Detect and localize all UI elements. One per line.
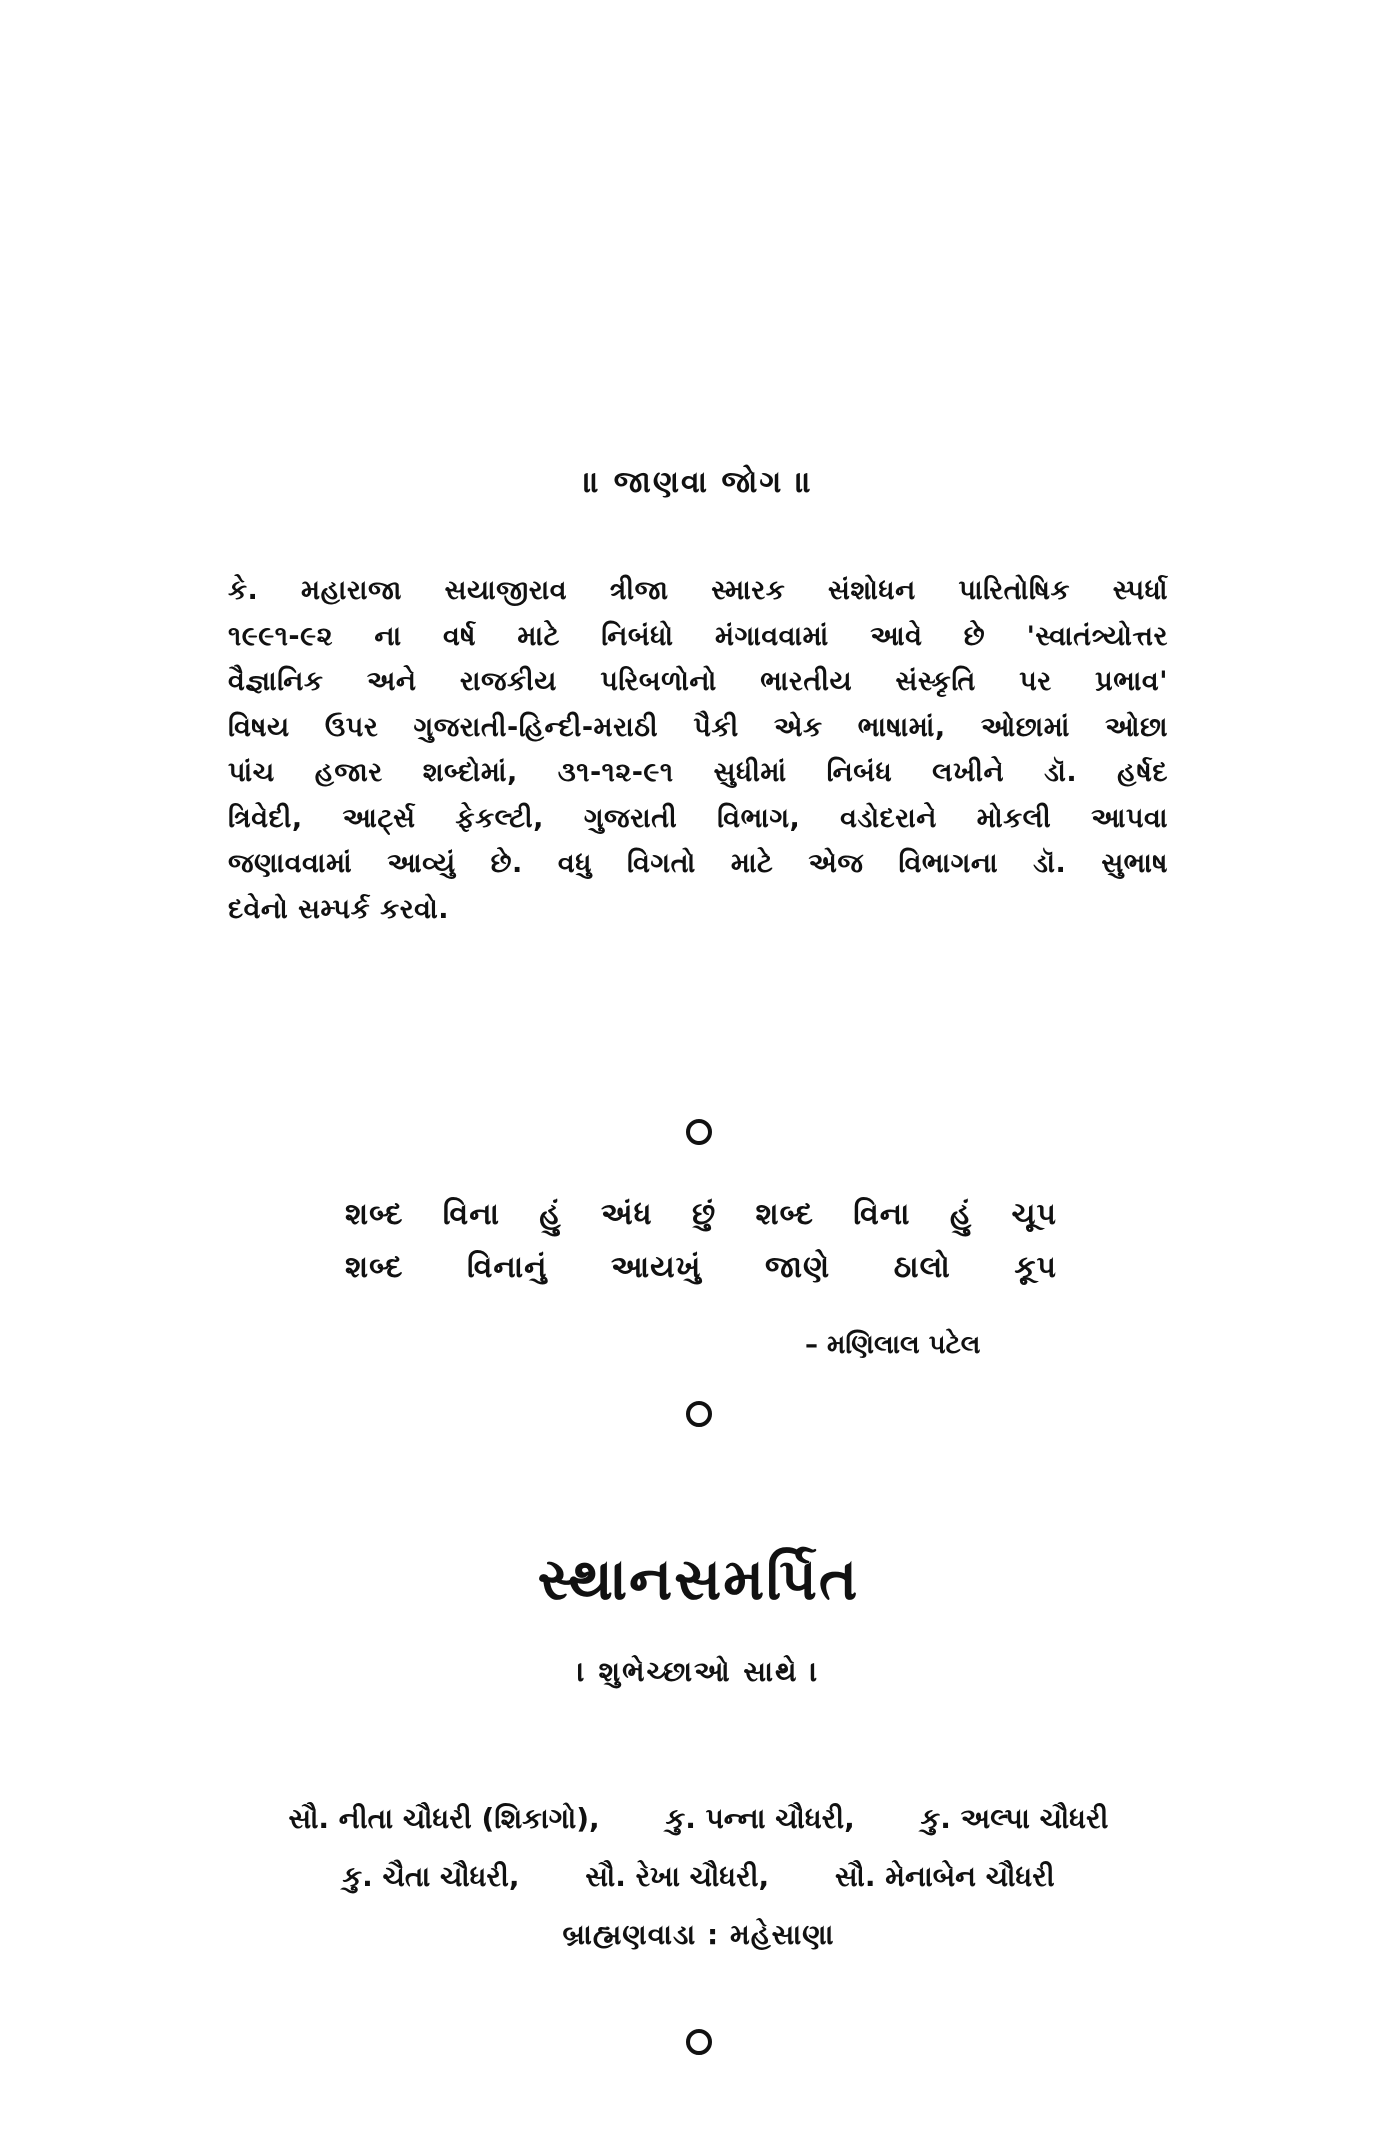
sponsor-name: કુ. અલ્પા ચૌધરી [920,1802,1109,1835]
notice-line: ૧૯૯૧-૯૨ ના વર્ષ માટે નિબંધો મંગાવવામાં આવે છે 'સ્વાતંત્ર્યોત્તર [228,620,1168,652]
notice-paragraph [228,568,1168,932]
sponsor-name: સૌ. નીતા ચૌધરી (શિકાગો), [288,1802,600,1835]
sponsor-names-row [0,1802,1397,1836]
notice-line: કે. મહારાજા સયાજીરાવ ત્રીજા સ્મારક સંશોધન પારિતોષિક સ્પર્ધા [228,575,1168,606]
sponsor-names-row [0,1860,1397,1894]
verse [345,1188,1057,1294]
sponsor-title: સ્થાનસમર્પિત [537,1545,860,1613]
notice-line: જણાવવામાં આવ્યું છે. વધુ વિગતો માટે એજ વિભાગના ડૉ. સુભાષ [228,848,1168,879]
notice-title: ॥ જાણવા જોગ ॥ [583,465,814,500]
section-divider-circle [0,1400,1397,1435]
notice-line: દવેનો સમ્પર્ક કરવો. [228,893,449,925]
sponsor-name: કુ. ચૈતા ચૌધરી, [342,1860,520,1893]
verse-line: શબ્દ વિનાનું આયખું જાણે ઠાલો કૂપ [345,1250,1057,1285]
section-divider-circle [0,2028,1397,2063]
notice-line: પાંચ હજાર શબ્દોમાં, ૩૧-૧૨-૯૧ સુધીમાં નિબંધ લખીને ડૉ. હર્ષદ [228,757,1168,788]
verse-line: શબ્દ વિના હું અંધ છું શબ્દ વિના હું ચૂપ [345,1197,1057,1232]
sponsor-place: બ્રાહ્મણવાડા : મહેસાણા [562,1918,835,1951]
sponsor-subtitle: । શુભેચ્છાઓ સાથે । [577,1655,820,1688]
sponsor-name: સૌ. મેનાબેન ચૌધરી [834,1860,1055,1893]
notice-line: ત્રિવેદી, આર્ટ્સ ફેકલ્ટી, ગુજરાતી વિભાગ, વડોદરાને મોકલી આપવા [228,802,1168,834]
sponsor-name: સૌ. રેખા ચૌધરી, [585,1860,770,1893]
notice-line: વૈજ્ઞાનિક અને રાજકીય પરિબળોનો ભારતીય સંસ્કૃતિ પર પ્રભાવ' [228,666,1168,697]
sponsor-name: કુ. પન્ના ચૌધરી, [665,1802,855,1835]
verse-author: – મણિલાલ પટેલ [805,1330,981,1360]
section-divider-circle [0,1118,1397,1153]
notice-line: વિષય ઉપર ગુજરાતી-હિન્દી-મરાઠી પૈકી એક ભાષામાં, ઓછામાં ઓછા [228,711,1168,743]
